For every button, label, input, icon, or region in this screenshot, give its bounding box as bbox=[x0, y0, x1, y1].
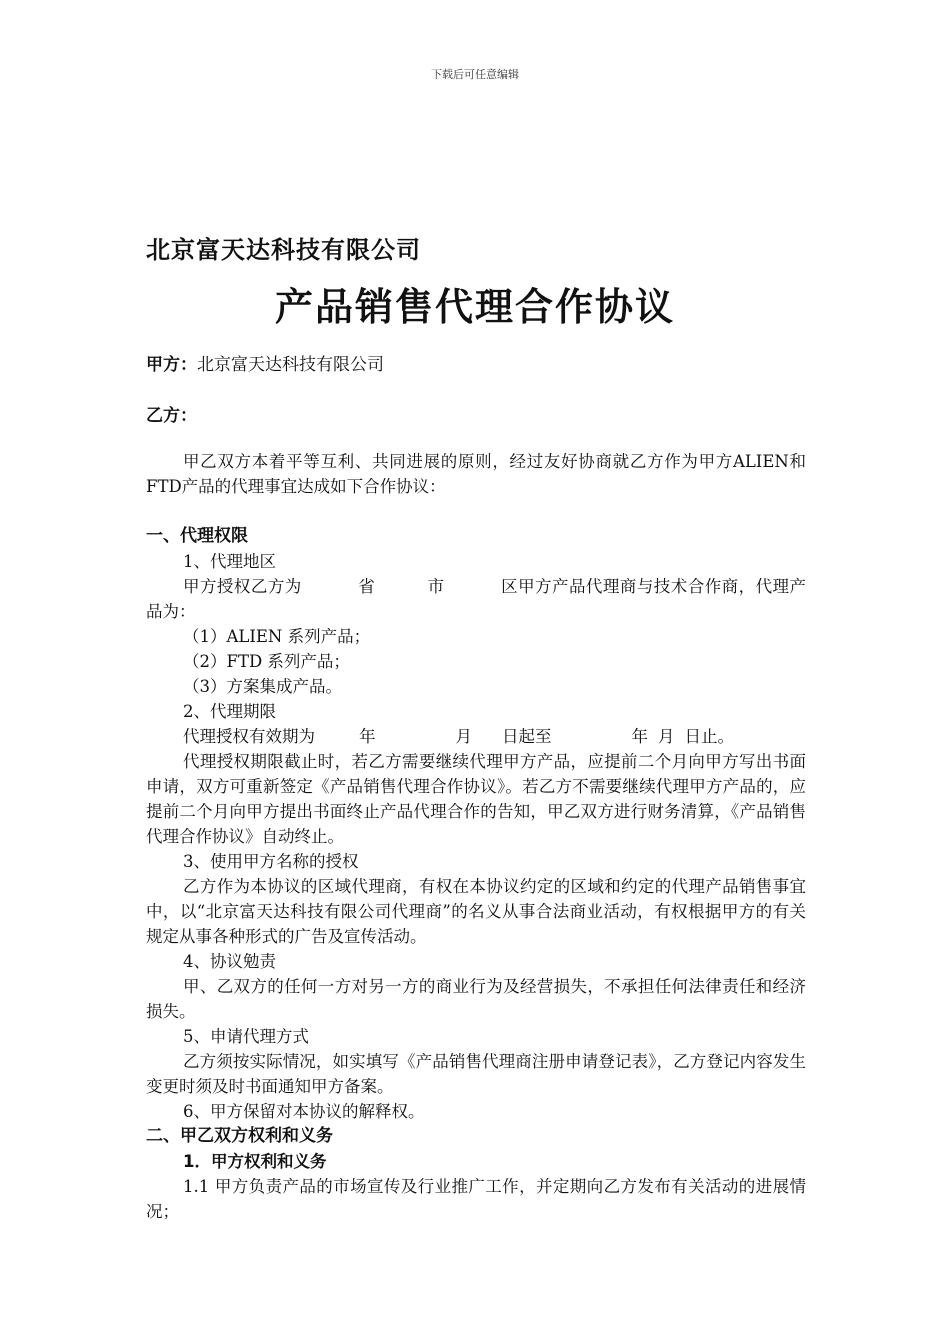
section-1-5-title: 5、申请代理方式 bbox=[183, 1027, 309, 1046]
section-1-5-paragraph: 乙方须按实际情况，如实填写《产品销售代理商注册申请登记表》，乙方登记内容发生变更时须及时书面通知甲方备案。 bbox=[146, 1052, 806, 1096]
section-1-4-title: 4、协议勉责 bbox=[183, 952, 276, 971]
term-month-end: 月 bbox=[658, 727, 675, 746]
company-title: 北京富天达科技有限公司 bbox=[146, 236, 421, 264]
section-2-title: 二、甲乙双方权利和义务 bbox=[146, 1126, 333, 1146]
section-2-1-title: 1．甲方权利和义务 bbox=[183, 1152, 327, 1171]
product-item-1: （1）ALIEN 系列产品； bbox=[183, 627, 371, 646]
region-text-a: 甲方授权乙方为 bbox=[183, 577, 302, 596]
header-note: 下载后可任意编辑 bbox=[431, 68, 519, 81]
section-1-1-title: 1、代理地区 bbox=[183, 552, 276, 571]
document-title: 产品销售代理合作协议 bbox=[274, 284, 675, 329]
region-text-d: 区甲方产品代理商与技术合作商，代理产品为： bbox=[146, 577, 807, 621]
agreement-body bbox=[146, 449, 806, 1224]
region-province: 省 bbox=[357, 577, 376, 596]
party-a bbox=[146, 350, 384, 375]
term-day-start: 日起至 bbox=[502, 727, 552, 746]
section-1-3-paragraph: 乙方作为本协议的区域代理商，有权在本协议约定的区域和约定的代理产品销售事宜中，以“北京富天达科技有限公司代理商”的名义从事合法商业活动，有权根据甲方的有关规定从事各种形式的广告及宣传活动。 bbox=[146, 877, 806, 946]
section-1-2-title: 2、代理期限 bbox=[183, 702, 276, 721]
section-1-1-paragraph bbox=[146, 574, 806, 624]
section-2-1-paragraph: 1.1 甲方负责产品的市场宣传及行业推广工作，并定期向乙方发布有关活动的进展情况； bbox=[146, 1177, 806, 1221]
section-1-2-term bbox=[146, 724, 806, 749]
party-a-value: 北京富天达科技有限公司 bbox=[197, 355, 384, 375]
section-1-title: 一、代理权限 bbox=[146, 526, 248, 546]
section-1-3-title: 3、使用甲方名称的授权 bbox=[183, 852, 359, 871]
intro-paragraph: 甲乙双方本着平等互利、共同进展的原则，经过友好协商就乙方作为甲方ALIEN和FTD产品的代理事宜达成如下合作协议： bbox=[146, 452, 806, 496]
term-year-end: 年 bbox=[631, 727, 648, 746]
section-1-4-paragraph: 甲、乙双方的任何一方对另一方的商业行为及经营损失，不承担任何法律责任和经济损失。 bbox=[146, 977, 806, 1021]
term-day-end: 日止。 bbox=[684, 727, 734, 746]
party-a-label: 甲方： bbox=[146, 355, 197, 375]
product-item-2: （2）FTD 系列产品； bbox=[183, 652, 350, 671]
term-month-start: 月 bbox=[455, 727, 472, 746]
section-1-6-title: 6、甲方保留对本协议的解释权。 bbox=[183, 1102, 425, 1121]
party-b bbox=[146, 401, 197, 426]
product-item-3: （3）方案集成产品。 bbox=[183, 677, 342, 696]
term-year-start: 年 bbox=[359, 727, 376, 746]
party-b-label: 乙方： bbox=[146, 406, 197, 426]
section-1-2-paragraph: 代理授权期限截止时，若乙方需要继续代理甲方产品，应提前二个月向甲方写出书面申请，双方可重新签定《产品销售代理合作协议》。若乙方不需要继续代理甲方产品的，应提前二个月向甲方提出书面终止产品代理合作的告知，甲乙双方进行财务清算，《产品销售代理合作协议》自动终止。 bbox=[146, 752, 806, 846]
term-text-a: 代理授权有效期为 bbox=[183, 727, 315, 746]
region-city: 市 bbox=[427, 577, 445, 596]
